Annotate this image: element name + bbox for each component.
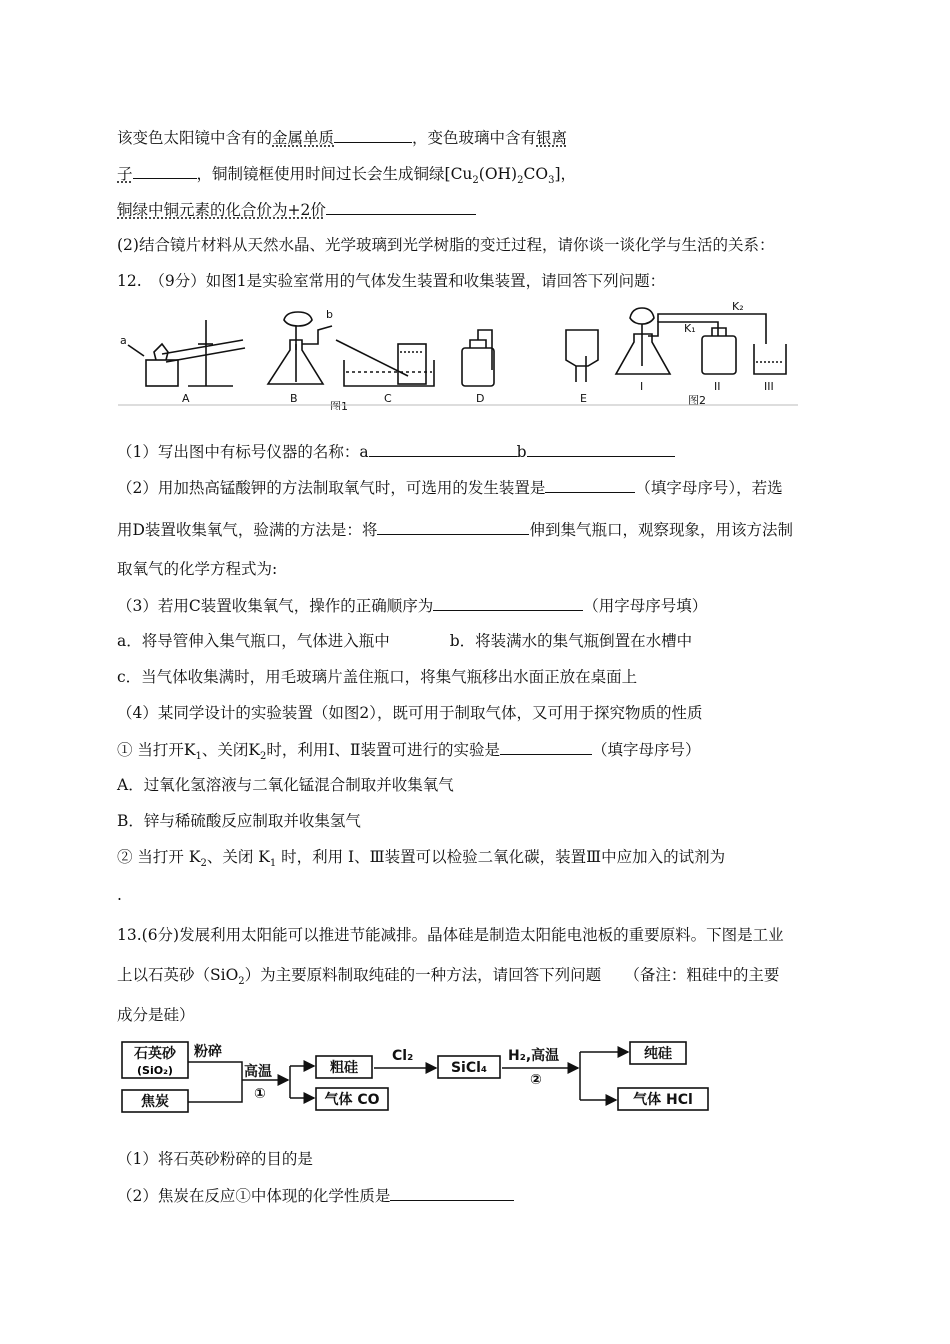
q13-line-3: 成分是硅） xyxy=(117,1006,195,1024)
hcl-gas-text: 气体 HCl xyxy=(633,1092,693,1108)
answer-blank-experiment[interactable] xyxy=(500,738,592,755)
apparatus-c xyxy=(336,340,434,386)
q12-part4-1 xyxy=(117,738,701,768)
option-A: A．过氧化氢溶液与二氧化锰混合制取并收集氧气 xyxy=(117,776,454,794)
q11-part2: (2)结合镜片材料从天然水晶、光学玻璃到光学树脂的变迁过程，请你谈一谈化学与生活的关系： xyxy=(117,236,775,254)
q12-part2-line2 xyxy=(117,518,793,541)
letter-c: C xyxy=(384,392,392,405)
text: 、关闭K xyxy=(201,741,260,759)
text: 伸到集气瓶口，观察现象，用该方法制 xyxy=(529,521,793,539)
option-B: B．锌与稀硫酸反应制取并收集氢气 xyxy=(117,812,361,830)
answer-blank-a[interactable] xyxy=(369,440,517,457)
apparatus-figure xyxy=(118,300,798,410)
subscript: 2 xyxy=(259,751,267,763)
answer-blank-b[interactable] xyxy=(527,440,675,457)
text: ]， xyxy=(554,165,576,183)
step-2-label: ② xyxy=(530,1072,542,1088)
text: 上以石英砂（SiO xyxy=(117,966,239,984)
q12-part4: （4）某同学设计的实验装置（如图2），既可用于制取气体，又可用于探究物质的性质 xyxy=(117,704,703,722)
text: 、关闭 K xyxy=(206,848,270,866)
quartz-text: 石英砂 xyxy=(134,1046,176,1062)
subscript: 2 xyxy=(200,858,207,870)
crush-label: 粉碎 xyxy=(194,1044,222,1060)
text: CO xyxy=(523,165,549,183)
option-c: c．当气体收集满时，用毛玻璃片盖住瓶口，将集气瓶移出水面正放在桌面上 xyxy=(117,668,638,686)
coke-text: 焦炭 xyxy=(141,1094,169,1110)
q13-line-1: 13.(6分)发展利用太阳能可以推进节能减排。晶体硅是制造太阳能电池板的重要原料。下图是工业 xyxy=(117,926,784,944)
cl2-label: Cl₂ xyxy=(392,1048,414,1064)
metal-element-text: 金属单质 xyxy=(272,129,335,147)
apparatus-e xyxy=(566,330,598,382)
period: . xyxy=(117,886,122,904)
text: ，铜制镜框使用时间过长会生成铜绿[Cu xyxy=(196,165,473,183)
text: 时，利用 Ⅰ、Ⅲ装置可以检验二氧化碳，装置Ⅲ中应加入的试剂为 xyxy=(276,848,726,866)
subscript: 3 xyxy=(548,175,555,187)
text: （1）写出图中有标号仪器的名称：a xyxy=(117,443,369,461)
text: 时，利用Ⅰ、Ⅱ装置可进行的实验是 xyxy=(266,741,501,759)
text: （2）用加热高锰酸钾的方法制取氧气时，可选用的发生装置是 xyxy=(117,479,546,497)
letter-d: D xyxy=(476,392,485,405)
roman-i: I xyxy=(640,380,644,393)
subscript: 2 xyxy=(238,976,245,988)
text: ）为主要原料制取纯硅的一种方法，请回答下列问题 （备注：粗硅中的主要 xyxy=(244,966,780,984)
text: 该变色太阳镜中含有的 xyxy=(117,129,273,147)
text: (OH) xyxy=(478,165,518,183)
text: （填字母序号），若选 xyxy=(635,479,783,497)
text: ，变色玻璃中含有 xyxy=(412,129,537,147)
fig1-caption: 图1 xyxy=(330,400,348,410)
sio2-text: (SiO₂) xyxy=(137,1064,173,1077)
subscript: 2 xyxy=(472,175,479,187)
subscript: 2 xyxy=(517,175,524,187)
subscript: 1 xyxy=(195,751,202,763)
answer-blank-property[interactable] xyxy=(390,1184,514,1201)
q11-line-2 xyxy=(117,162,576,192)
fig2-caption: 图2 xyxy=(688,394,706,407)
co-gas-text: 气体 CO xyxy=(324,1092,380,1108)
q12-title: 12. （9分）如图1是实验室常用的气体发生装置和收集装置，请回答下列问题： xyxy=(117,272,666,290)
q12-part2-line3: 取氧气的化学方程式为: xyxy=(117,560,278,578)
answer-blank-order[interactable] xyxy=(433,594,583,611)
k1-label: K₁ xyxy=(684,322,696,335)
answer-blank-device[interactable] xyxy=(545,476,635,493)
k2-label: K₂ xyxy=(732,300,744,313)
answer-blank-metal[interactable] xyxy=(334,126,412,143)
letter-b: B xyxy=(290,392,298,405)
h2-high-temp-label: H₂,高温 xyxy=(508,1048,560,1064)
text: ① 当打开K xyxy=(117,741,196,759)
pure-si-text: 纯硅 xyxy=(644,1046,672,1062)
q12-options-ab xyxy=(117,630,692,652)
text: ② 当打开 K xyxy=(117,848,201,866)
roman-iii: III xyxy=(764,380,774,393)
apparatus-a xyxy=(128,320,245,386)
q13-part1: （1）将石英砂粉碎的目的是 xyxy=(117,1150,313,1168)
subscript: 1 xyxy=(269,858,277,870)
crude-si-text: 粗硅 xyxy=(330,1060,358,1076)
answer-blank-check[interactable] xyxy=(377,518,529,535)
apparatus-d xyxy=(462,330,494,386)
text: （填字母序号） xyxy=(592,741,701,759)
answer-blank-ion[interactable] xyxy=(133,162,197,179)
label-b: b xyxy=(326,308,333,321)
letter-e: E xyxy=(580,392,587,405)
q13-part2 xyxy=(117,1184,514,1207)
text: （3）若用C装置收集氧气，操作的正确顺序为 xyxy=(117,597,434,615)
roman-ii: II xyxy=(714,380,721,393)
text: （用字母序号填） xyxy=(583,597,708,615)
apparatus-b xyxy=(268,312,332,384)
high-temp-label: 高温 xyxy=(244,1064,272,1080)
text: （2）焦炭在反应①中体现的化学性质是 xyxy=(117,1187,391,1205)
q12-part3 xyxy=(117,594,707,617)
q12-part4-2 xyxy=(117,846,725,875)
q12-part2-line1 xyxy=(117,476,783,499)
q12-part1 xyxy=(117,440,675,463)
q13-line-2 xyxy=(117,964,779,993)
q11-line-3 xyxy=(117,198,476,221)
silver-ion-text: 银离 xyxy=(536,129,568,147)
text: 子 xyxy=(117,165,133,183)
letter-a: A xyxy=(182,392,190,405)
text: 用D装置收集氧气，验满的方法是：将 xyxy=(117,521,378,539)
apparatus-fig2 xyxy=(616,308,786,374)
copper-valence-text: 铜绿中铜元素的化合价为+2价 xyxy=(117,201,326,219)
label-a: a xyxy=(120,334,127,347)
silicon-flowchart xyxy=(118,1036,718,1116)
step-1-label: ① xyxy=(254,1086,266,1102)
answer-blank-valence[interactable] xyxy=(326,198,476,215)
q11-line-1 xyxy=(117,126,567,149)
sicl4-text: SiCl₄ xyxy=(450,1060,488,1076)
option-b: b．将装满水的集气瓶倒置在水槽中 xyxy=(449,632,693,650)
option-a: a．将导管伸入集气瓶口，气体进入瓶中 xyxy=(117,632,390,650)
text: b xyxy=(516,443,527,461)
